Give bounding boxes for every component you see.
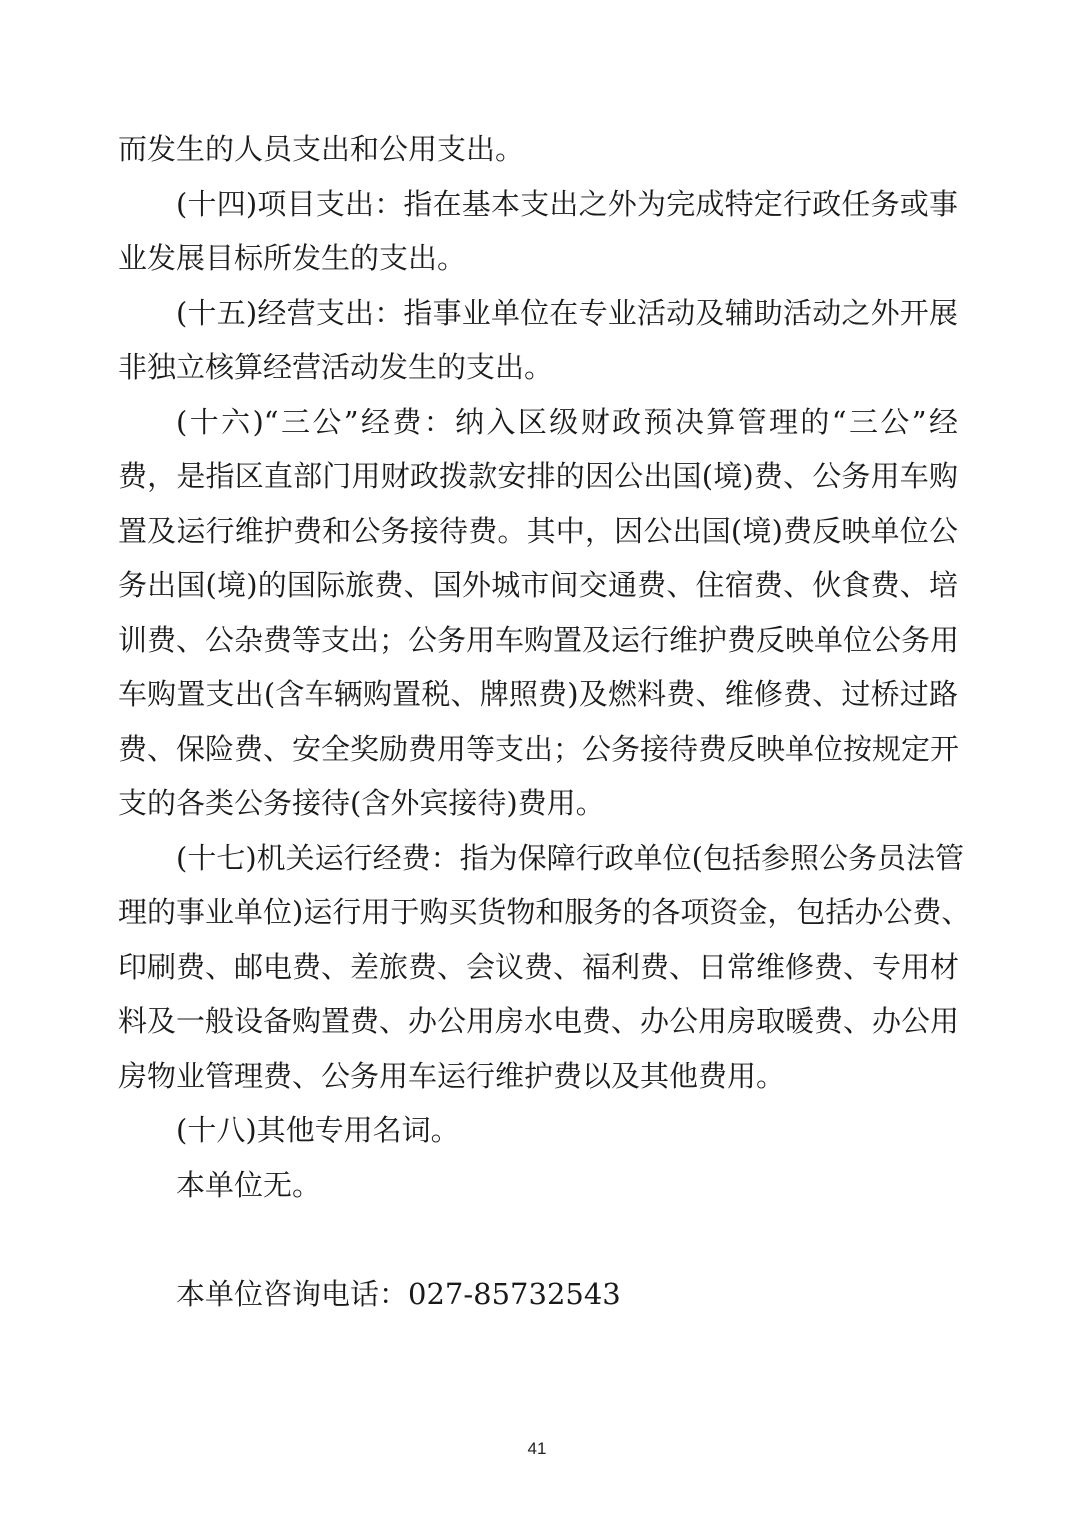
paragraph-line: 训费、公杂费等支出；公务用车购置及运行维护费反映单位公务用	[118, 623, 960, 657]
paragraph-line: 本单位无。	[176, 1168, 322, 1202]
paragraph-line: 务出国(境)的国际旅费、国外城市间交通费、住宿费、伙食费、培	[118, 568, 958, 602]
paragraph-line: 支的各类公务接待(含外宾接待)费用。	[118, 786, 605, 820]
paragraph-line: 非独立核算经营活动发生的支出。	[118, 350, 554, 384]
paragraph-line: 而发生的人员支出和公用支出。	[118, 132, 525, 166]
section-17-heading-line: (十七)机关运行经费：指为保障行政单位(包括参照公务员法管	[176, 841, 964, 875]
section-15-heading-line: (十五)经营支出：指事业单位在专业活动及辅助活动之外开展	[176, 296, 958, 330]
paragraph-line: 费，是指区直部门用财政拨款安排的因公出国(境)费、公务用车购	[118, 459, 958, 493]
section-16-heading-line: (十六)“三公”经费：纳入区级财政预决算管理的“三公”经	[176, 405, 958, 439]
paragraph-line: 费、保险费、安全奖励费用等支出；公务接待费反映单位按规定开	[118, 732, 960, 766]
paragraph-line: 置及运行维护费和公务接待费。其中，因公出国(境)费反映单位公	[118, 514, 958, 548]
paragraph-line: 房物业管理费、公务用车运行维护费以及其他费用。	[118, 1059, 786, 1093]
paragraph-line: 业发展目标所发生的支出。	[118, 241, 467, 275]
paragraph-line: 车购置支出(含车辆购置税、牌照费)及燃料费、维修费、过桥过路	[118, 677, 958, 711]
section-14-heading-line: (十四)项目支出：指在基本支出之外为完成特定行政任务或事	[176, 187, 958, 221]
paragraph-line: 理的事业单位)运行用于购买货物和服务的各项资金，包括办公费、	[118, 895, 971, 929]
page-number: 41	[527, 1439, 547, 1458]
paragraph-line: 料及一般设备购置费、办公用房水电费、办公用房取暖费、办公用	[118, 1004, 960, 1038]
section-18-heading-line: (十八)其他专用名词。	[176, 1113, 460, 1147]
contact-phone-line: 本单位咨询电话：027-85732543	[176, 1277, 621, 1311]
paragraph-line: 印刷费、邮电费、差旅费、会议费、福利费、日常维修费、专用材	[118, 950, 960, 984]
